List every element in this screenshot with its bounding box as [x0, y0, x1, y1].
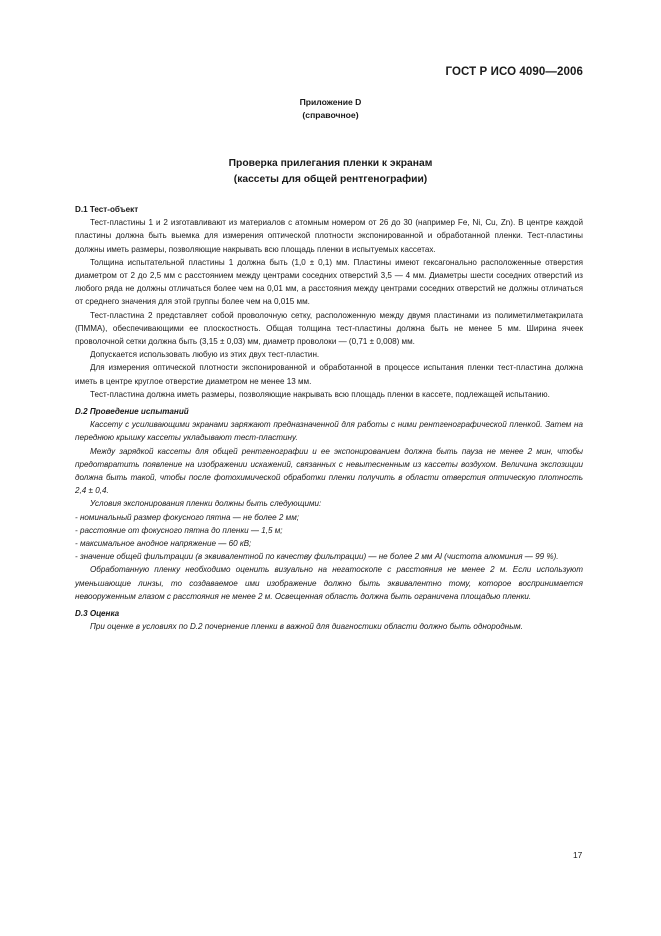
document-title	[0, 156, 661, 187]
section-heading-d2: D.2 Проведение испытаний	[75, 407, 189, 417]
list-item: - максимальное анодное напряжение — 60 кВ;	[75, 539, 252, 549]
annex-status: (справочное)	[302, 110, 359, 120]
annex-label: Приложение D	[299, 97, 362, 107]
paragraph: Условия экспонирования пленки должны быть следующими:	[90, 499, 322, 509]
document-body	[75, 203, 583, 634]
list-item: - номинальный размер фокусного пятна — не более 2 мм;	[75, 512, 300, 522]
section-heading-d1: D.1 Тест-объект	[75, 205, 139, 214]
paragraph: Между зарядкой кассеты для общей рентгенографии и ее экспонированием должна быть пауза не менее 2 мин, чтобы предотвратить появление на изображении искажений, связанных с невытесненным из кассеты воздухом. Величина экспозиции должна быть такой, чтобы после фотохимической обработки пленки получить в области отверстия оптическую плотность 2,4 ± 0,4.	[75, 446, 583, 496]
list-item: - расстояние от фокусного пятна до пленки — 1,5 м;	[75, 525, 283, 535]
standard-code: ГОСТ Р ИСО 4090—2006	[445, 66, 583, 78]
list-item: - значение общей фильтрации (в эквивалентной по качеству фильтрации) — не более 2 мм Al (чистота алюминия — 99 %).	[75, 552, 559, 562]
paragraph: При оценке в условиях по D.2 почернение пленки в важной для диагностики области должно быть однородным.	[90, 622, 523, 632]
paragraph: Обработанную пленку необходимо оценить визуально на негатоскопе с расстояния не менее 2 м. Если используют уменьшающие линзы, то создаваемое ими изображение должно быть эквивалентно тому, которое воспринимается невооруженным глазом с расстояния не менее 2 м. Освещенная область должна быть ограничена площадью пленки.	[75, 565, 583, 601]
page-number: 17	[573, 850, 583, 860]
paragraph: Тест-пластины 1 и 2 изготавливают из материалов с атомным номером от 26 до 30 (например Fe, Ni, Cu, Zn). В центре каждой пластины должна быть выемка для измерения оптической плотности экспонированной и обработанной пленки. Тест-пластины должны иметь размеры, позволяющие накрывать всю площадь пленки в испытуемых кассетах.	[75, 218, 583, 254]
title-line-1: Проверка прилегания пленки к экранам	[228, 158, 433, 169]
title-line-2: (кассеты для общей рентгенографии)	[233, 173, 428, 185]
section-heading-d3: D.3 Оценка	[75, 609, 120, 619]
paragraph: Для измерения оптической плотности экспонированной и обработанной в процессе испытания пленки тест-пластина должна иметь в центре круглое отверстие диаметром не менее 13 мм.	[75, 363, 583, 386]
paragraph: Допускается использовать любую из этих двух тест-пластин.	[90, 350, 320, 360]
paragraph: Тест-пластина должна иметь размеры, позволяющие накрывать всю площадь пленки в кассете, подлежащей испытанию.	[90, 389, 550, 399]
paragraph: Тест-пластина 2 представляет собой проволочную сетку, расположенную между двумя пластинами из полиметилметакрилата (ПММА), обеспечивающими ее плоскостность. Общая толщина тест-пластины должна быть не менее 5 мм. Ширина ячеек проволочной сетки должна быть (3,15 ± 0,03) мм, диаметр проволоки — (0,71 ± 0,008) мм.	[75, 310, 583, 347]
annex-heading	[0, 96, 661, 122]
paragraph: Толщина испытательной пластины 1 должна быть (1,0 ± 0,1) мм. Пластины имеют гексагонально расположенные отверстия диаметром от 2 до 2,5 мм с расстоянием между центрами соседних отверстий 3,5 — 4 мм. Диаметры шести соседних отверстий из любого ряда не должны отличаться более чем на 0,01 мм, а расстояния между центрами соседних отверстий не должны отличаться от среднего значения для этой группы более чем на 0,015 мм.	[75, 257, 583, 307]
paragraph: Кассету с усиливающими экранами заряжают предназначенной для работы с ними рентгенографической пленкой. Затем на переднюю крышку кассеты укладывают тест-пластину.	[75, 420, 583, 443]
